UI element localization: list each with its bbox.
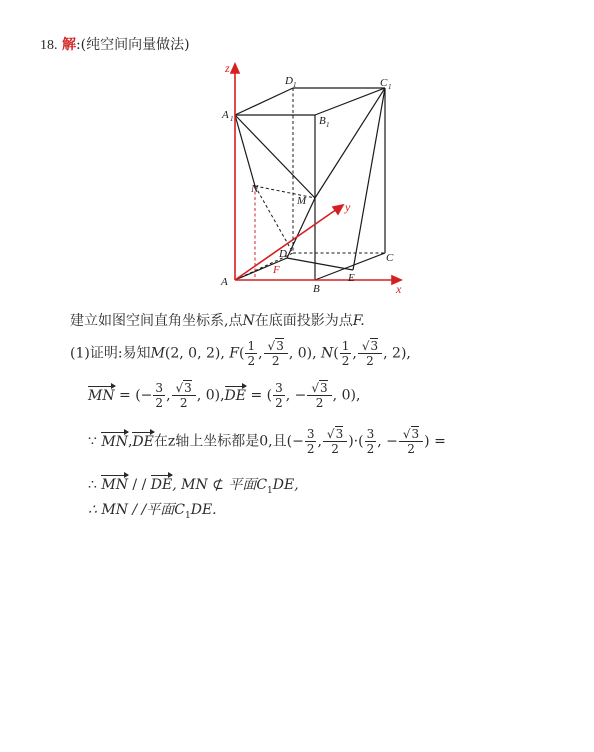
text-line-6: ∴ MN / /平面$C_1DE$. xyxy=(88,502,217,521)
problem-number: 18. xyxy=(40,38,58,53)
fraction: $\frac{√3}{2}$ xyxy=(172,381,196,410)
label-b: B xyxy=(313,283,320,295)
text-line-1: 建立如图空间直角坐标系,点N在底面投影为点F. xyxy=(70,313,365,329)
prism-figure xyxy=(215,58,410,298)
label-c: C xyxy=(386,252,394,264)
label-f: F xyxy=(273,264,280,276)
fraction: $\frac{1}{2}$ xyxy=(247,339,256,368)
label-d1-sub: 1 xyxy=(293,81,297,89)
y-axis-label: y xyxy=(345,200,351,214)
label-c1-sub: 1 xyxy=(388,83,392,91)
fraction: $\frac{3}{2}$ xyxy=(155,381,164,410)
x-axis-label: x xyxy=(396,282,402,296)
solution-keyword: 解 xyxy=(61,37,76,53)
label-b1: B xyxy=(319,115,326,127)
edge-c1e xyxy=(353,88,385,270)
label-a1-sub: 1 xyxy=(230,115,234,123)
fraction: $\frac{√3}{2}$ xyxy=(323,427,347,456)
fraction: $\frac{3}{2}$ xyxy=(306,427,315,456)
text-line-4: ∵ MN,DE在z轴上坐标都是0,且(− $\frac{3}{2}$ , $\frac{√3}{2}$ )·( $\frac{3}{2}$ , − $\frac{√3}{2}$ ) = xyxy=(88,427,446,456)
label-b1-sub: 1 xyxy=(326,121,330,129)
problem-heading xyxy=(40,34,190,54)
label-m: M xyxy=(297,195,307,207)
label-n: N xyxy=(251,183,259,195)
fraction: $\frac{3}{2}$ xyxy=(366,427,375,456)
fraction: $\frac{√3}{2}$ xyxy=(399,427,423,456)
fraction: $\frac{1}{2}$ xyxy=(341,339,350,368)
z-axis-arrow xyxy=(231,64,239,73)
y-axis xyxy=(235,209,337,280)
fraction: $\frac{√3}{2}$ xyxy=(307,381,331,410)
label-d1: D xyxy=(285,75,293,87)
edge-de xyxy=(287,258,353,270)
method-label: :(纯空间向量做法) xyxy=(75,37,190,53)
z-axis-label: z xyxy=(225,61,230,75)
label-e: E xyxy=(348,272,355,284)
label-a1: A xyxy=(222,109,229,121)
fraction: $\frac{3}{2}$ xyxy=(275,381,283,410)
edge-a1d1 xyxy=(235,88,293,115)
edge-b1c1 xyxy=(315,88,385,115)
label-c1: C xyxy=(380,77,388,89)
text-line-5: ∴ MN / / DE, MN ⊄ 平面$C_1DE$, xyxy=(88,477,299,496)
edge-c1m xyxy=(315,88,385,198)
fraction: $\frac{√3}{2}$ xyxy=(358,339,382,368)
fraction: $\frac{√3}{2}$ xyxy=(264,339,288,368)
label-d: D xyxy=(279,248,287,260)
text-line-3: MN = (− $\frac{3}{2}$ , $\frac{√3}{2}$ , 0),DE = ( $\frac{3}{2}$ , − $\frac{√3}{2}$ , 0), xyxy=(88,381,361,410)
text-line-2: (1)证明:易知M(2, 0, 2), F( $\frac{1}{2}$ , $\frac{√3}{2}$ , 0), N( $\frac{1}{2}$ , $\frac{√3}{2}$ , 2), xyxy=(70,339,411,368)
label-a: A xyxy=(221,276,228,288)
y-axis-arrow xyxy=(333,205,343,214)
